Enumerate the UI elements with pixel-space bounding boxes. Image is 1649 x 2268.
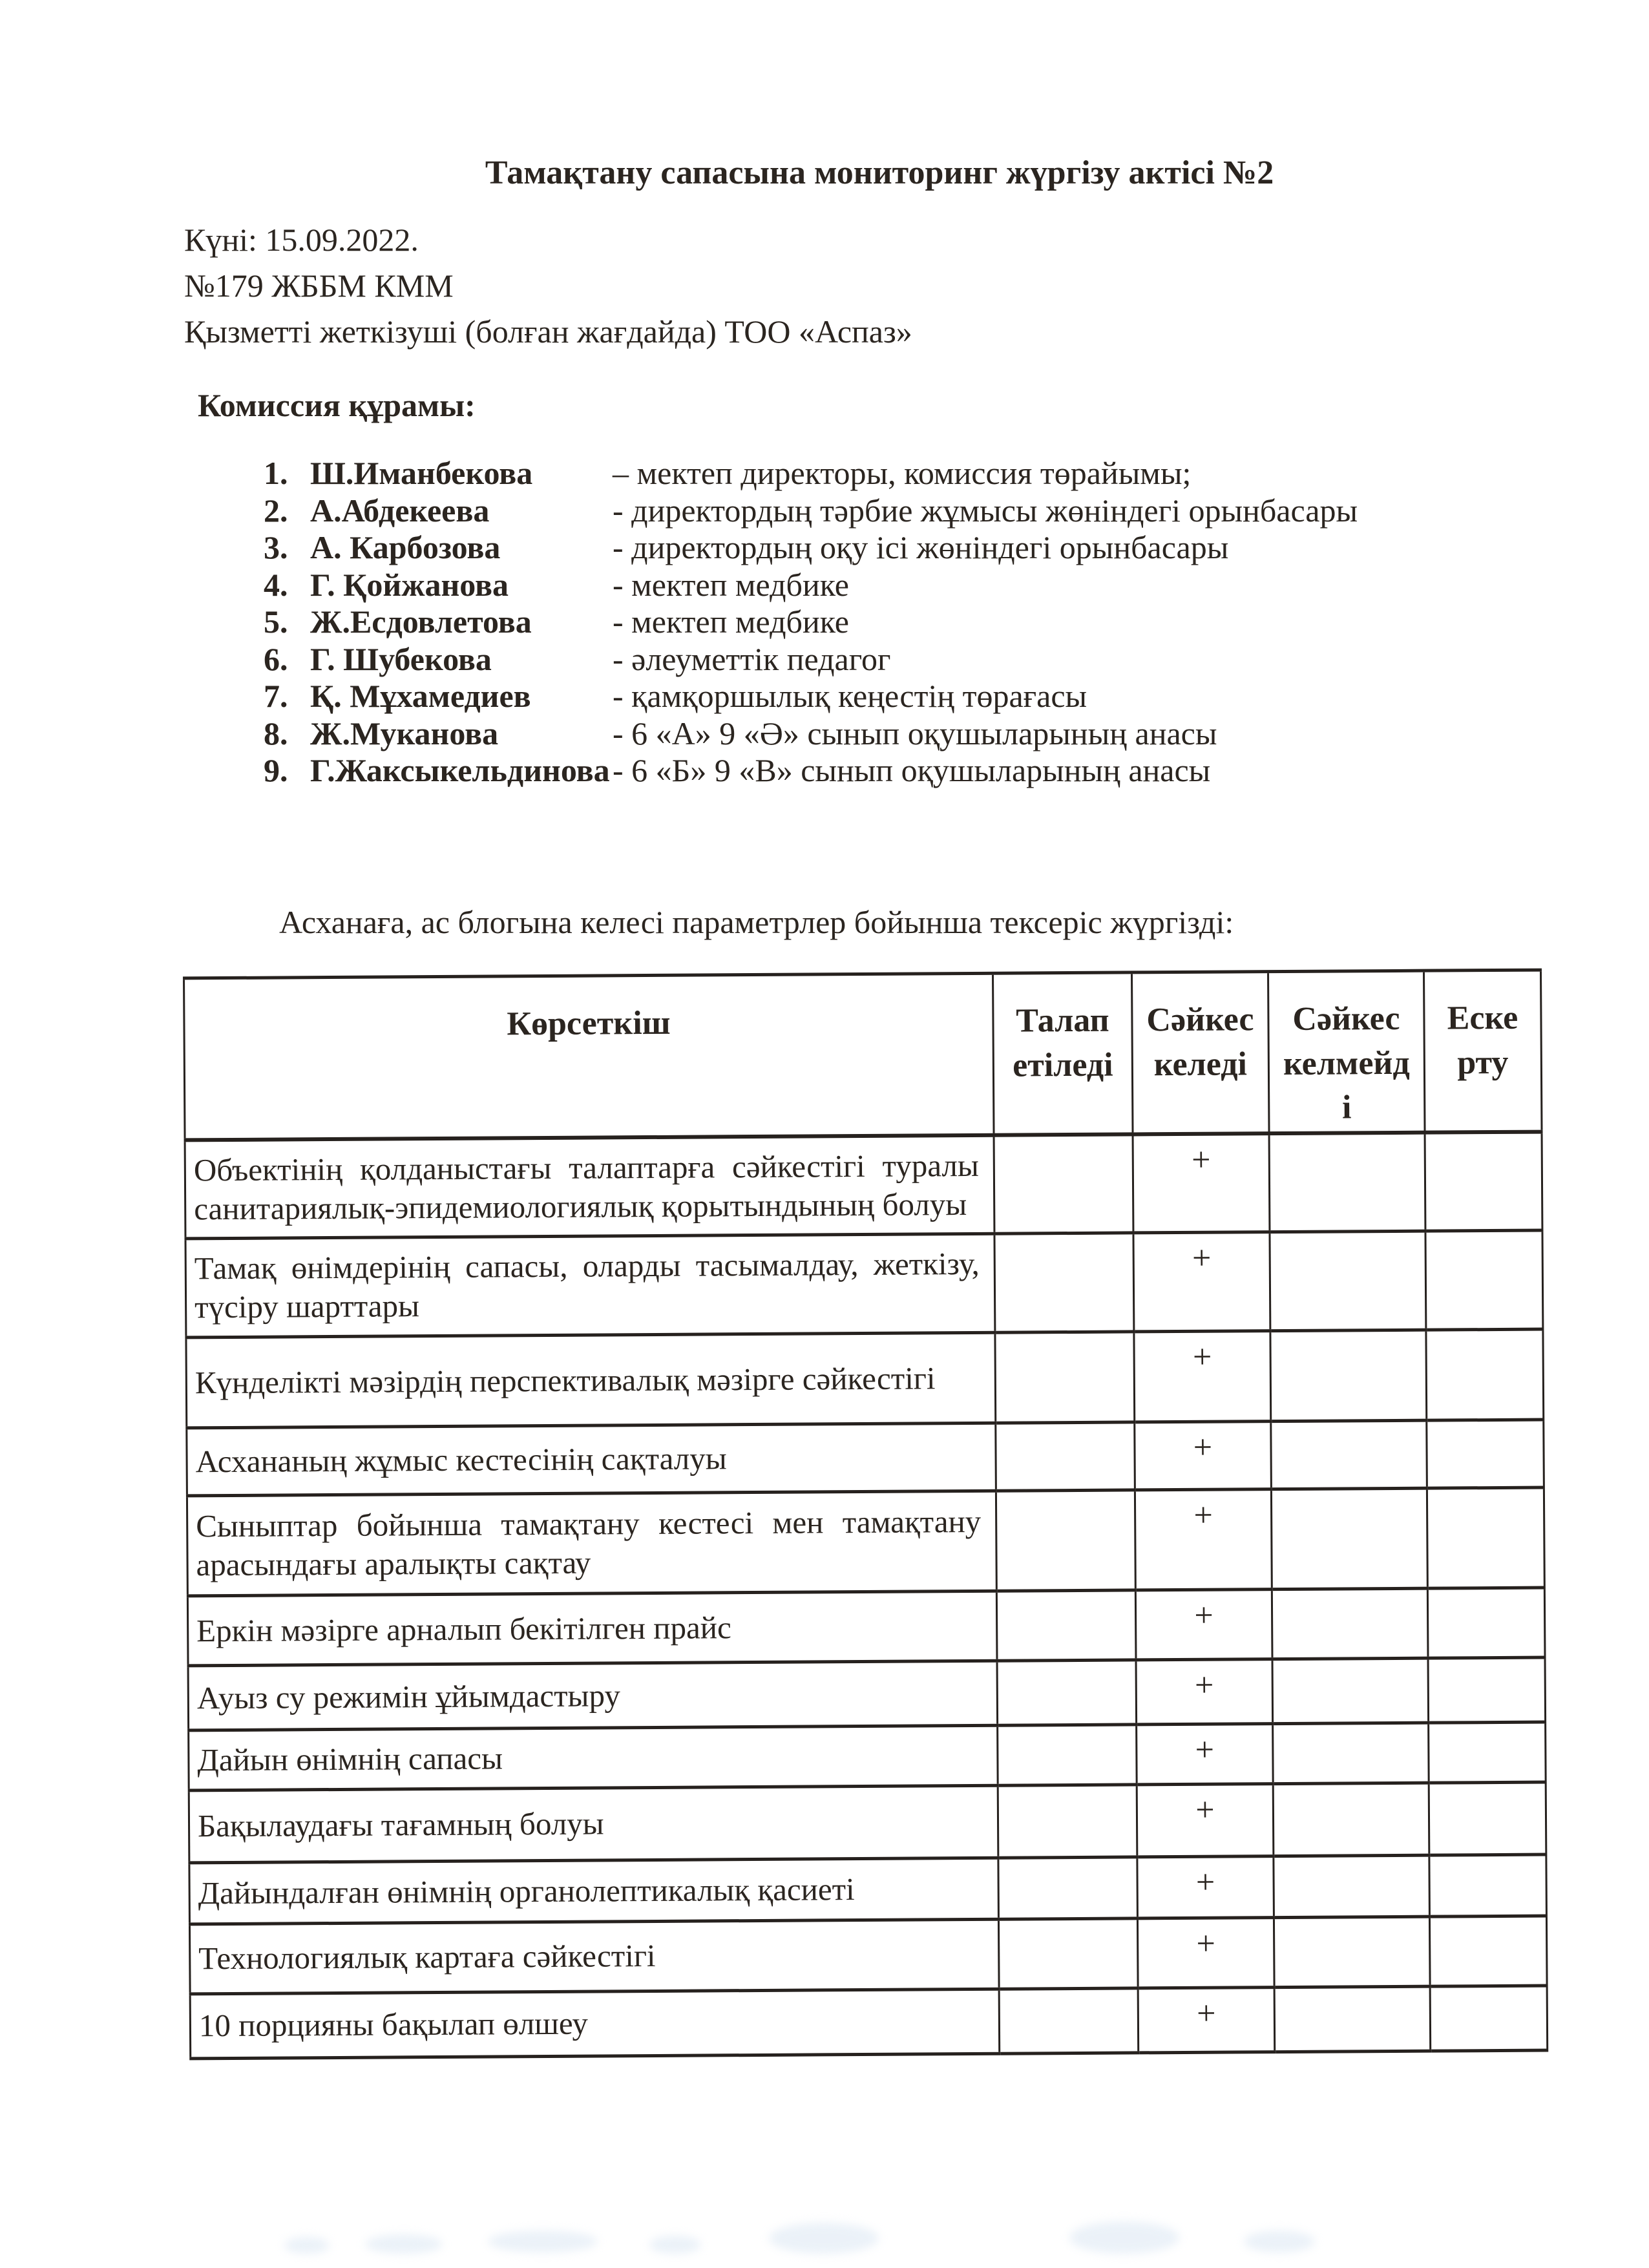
- required-cell: [996, 1590, 1136, 1661]
- scan-bleed-artifact: [649, 2236, 701, 2254]
- commission-member: [264, 604, 1358, 641]
- member-name: Қ. Мұхамедиев: [310, 678, 531, 714]
- monitoring-table: [183, 969, 1548, 2061]
- member-role: - 6 «А» 9 «Ә» сынып оқушыларының анасы: [613, 715, 1217, 751]
- note-cell: [1429, 1916, 1547, 1986]
- member-role: – мектеп директоры, комиссия төрайымы;: [613, 455, 1192, 491]
- member-name: А. Карбозова: [310, 529, 501, 565]
- col-header-complies: Сәйкес келеді: [1132, 972, 1270, 1135]
- monitoring-table-wrap: [183, 969, 1546, 2061]
- scan-bleed-artifact: [488, 2231, 598, 2252]
- not-complies-cell: [1274, 1855, 1430, 1917]
- required-cell: [996, 1490, 1135, 1591]
- not-complies-cell: [1274, 1986, 1431, 2052]
- table-row: [185, 1230, 1543, 1337]
- school-line: №179 ЖББМ КММ: [184, 268, 454, 304]
- commission-member: [264, 715, 1358, 753]
- member-number: 4.: [264, 566, 288, 603]
- required-cell: [998, 1918, 1138, 1989]
- member-name: А.Абдекеева: [310, 492, 490, 529]
- member-role: - қамқоршылық кеңестің төрағасы: [613, 678, 1087, 714]
- table-row: [189, 1722, 1546, 1790]
- document-title: Тамақтану сапасына мониторинг жүргізу актісі №2: [485, 154, 1274, 191]
- commission-member: [264, 641, 1358, 678]
- complies-cell: +: [1134, 1331, 1271, 1422]
- col-header-indicator: Көрсеткіш: [184, 973, 994, 1140]
- member-role: - әлеуметтік педагог: [613, 640, 891, 677]
- member-number: 2.: [264, 492, 288, 529]
- complies-cell: +: [1135, 1422, 1272, 1490]
- member-name: Г. Шубекова: [310, 640, 492, 677]
- member-role: - 6 «Б» 9 «В» сынып оқушыларының анасы: [613, 752, 1211, 788]
- note-cell: [1428, 1657, 1546, 1723]
- scan-bleed-artifact: [769, 2223, 879, 2254]
- provider-line: Қызметті жеткізуші (болған жағдайда) ТОО «Аспаз»: [184, 313, 912, 350]
- complies-cell: +: [1137, 1856, 1274, 1918]
- indicator-cell: Тамақ өнімдерінің сапасы, оларды тасымалдау, жеткізу, түсіру шарттары: [185, 1234, 995, 1338]
- col-header-not-complies: Сәйкес келмейд і: [1268, 971, 1425, 1133]
- date-line: Күні: 15.09.2022.: [184, 222, 419, 258]
- member-role: - мектеп медбике: [613, 604, 849, 640]
- complies-cell: +: [1133, 1133, 1270, 1233]
- not-complies-cell: [1269, 1133, 1425, 1233]
- required-cell: [994, 1134, 1133, 1234]
- table-row: [190, 1986, 1548, 2059]
- note-cell: [1429, 1782, 1546, 1855]
- note-cell: [1427, 1487, 1544, 1588]
- not-complies-cell: [1270, 1232, 1426, 1331]
- member-number: 9.: [264, 752, 288, 788]
- commission-member: [264, 678, 1358, 715]
- member-number: 5.: [264, 604, 288, 640]
- table-row: [187, 1588, 1545, 1666]
- member-role: - директордың оқу ісі жөніндегі орынбасары: [613, 529, 1229, 565]
- commission-member: [264, 752, 1358, 790]
- complies-cell: +: [1137, 1783, 1274, 1856]
- note-cell: [1425, 1131, 1542, 1231]
- scan-bleed-artifact: [1069, 2221, 1179, 2254]
- note-cell: [1430, 1986, 1548, 2051]
- not-complies-cell: [1271, 1488, 1427, 1589]
- not-complies-cell: [1272, 1588, 1428, 1659]
- indicator-cell: Күнделікті мәзірдің перспективалық мәзірге сәйкестігі: [186, 1332, 996, 1428]
- table-header-row: [184, 970, 1542, 1140]
- meta-block: [184, 217, 912, 355]
- commission-member: [264, 492, 1358, 530]
- not-complies-cell: [1270, 1330, 1427, 1421]
- not-complies-cell: [1273, 1723, 1429, 1783]
- col-header-note: Еске рту: [1423, 970, 1542, 1132]
- commission-member: [264, 529, 1358, 567]
- scan-bleed-artifact: [1244, 2231, 1315, 2252]
- required-cell: [998, 1857, 1138, 1919]
- commission-heading: Комиссия құрамы:: [198, 387, 476, 423]
- member-number: 1.: [264, 455, 288, 491]
- member-name: Ш.Иманбекова: [310, 455, 533, 491]
- note-cell: [1427, 1420, 1544, 1488]
- not-complies-cell: [1273, 1783, 1429, 1856]
- not-complies-cell: [1271, 1420, 1427, 1489]
- not-complies-cell: [1272, 1658, 1429, 1723]
- indicator-cell: Технологиялық картаға сәйкестігі: [189, 1919, 999, 1994]
- required-cell: [998, 1785, 1137, 1858]
- complies-cell: +: [1136, 1659, 1273, 1725]
- table-row: [189, 1916, 1547, 1994]
- member-name: Ж.Есдовлетова: [310, 604, 532, 640]
- required-cell: [994, 1233, 1134, 1332]
- commission-list: [264, 455, 1358, 790]
- not-complies-cell: [1274, 1916, 1430, 1987]
- note-cell: [1429, 1854, 1547, 1916]
- col-header-required: Талап етіледі: [993, 972, 1133, 1135]
- member-name: Г. Қойжанова: [310, 566, 509, 603]
- member-name: Г.Жаксыкельдинова: [310, 752, 610, 788]
- complies-cell: +: [1137, 1724, 1274, 1785]
- complies-cell: +: [1133, 1232, 1270, 1332]
- indicator-cell: Объектінің қолданыстағы талаптарға сәйкестігі туралы санитариялық-эпидемиологиялық қорытындының болуы: [185, 1135, 994, 1239]
- indicator-cell: Дайын өнімнің сапасы: [189, 1725, 998, 1790]
- required-cell: [997, 1660, 1137, 1725]
- scan-bleed-artifact: [365, 2234, 443, 2254]
- member-role: - директордың тәрбие жұмысы жөніндегі орынбасары: [613, 492, 1358, 529]
- table-row: [186, 1329, 1544, 1428]
- complies-cell: +: [1135, 1590, 1272, 1660]
- required-cell: [999, 1988, 1139, 2053]
- required-cell: [995, 1332, 1135, 1423]
- indicator-cell: Ауыз су режимін ұйымдастыру: [188, 1661, 998, 1730]
- note-cell: [1429, 1722, 1546, 1783]
- commission-member: [264, 567, 1358, 604]
- required-cell: [998, 1725, 1137, 1785]
- table-row: [187, 1487, 1544, 1596]
- indicator-cell: 10 порцияны бақылап өлшеу: [190, 1989, 1000, 2059]
- scan-bleed-artifact: [284, 2237, 330, 2254]
- note-cell: [1425, 1230, 1543, 1330]
- table-row: [187, 1420, 1544, 1496]
- member-name: Ж.Муканова: [310, 715, 499, 751]
- intro-line: Асханаға, ас блогына келесі параметрлер бойынша тексеріс жүргізді:: [279, 904, 1234, 940]
- member-role: - мектеп медбике: [613, 566, 849, 603]
- indicator-cell: Асхананың жұмыс кестесінің сақталуы: [187, 1423, 996, 1496]
- indicator-cell: Сыныптар бойынша тамақтану кестесі мен тамақтану арасындағы аралықты сақтау: [187, 1491, 996, 1596]
- member-number: 8.: [264, 715, 288, 751]
- note-cell: [1427, 1588, 1545, 1658]
- commission-member: [264, 455, 1358, 492]
- indicator-cell: Бақылаудағы тағамның болуы: [189, 1785, 998, 1863]
- table-row: [189, 1782, 1546, 1863]
- table-row: [185, 1131, 1542, 1239]
- indicator-cell: Еркін мәзірге арналып бекітілген прайс: [187, 1591, 997, 1666]
- member-number: 3.: [264, 529, 288, 565]
- complies-cell: +: [1135, 1489, 1272, 1590]
- member-number: 7.: [264, 678, 288, 714]
- complies-cell: +: [1138, 1987, 1275, 2052]
- required-cell: [996, 1422, 1135, 1491]
- table-row: [189, 1854, 1547, 1924]
- table-row: [188, 1657, 1546, 1730]
- member-number: 6.: [264, 640, 288, 677]
- indicator-cell: Дайындалған өнімнің органолептикалық қасиеті: [189, 1858, 999, 1924]
- complies-cell: +: [1137, 1917, 1274, 1988]
- note-cell: [1426, 1329, 1544, 1420]
